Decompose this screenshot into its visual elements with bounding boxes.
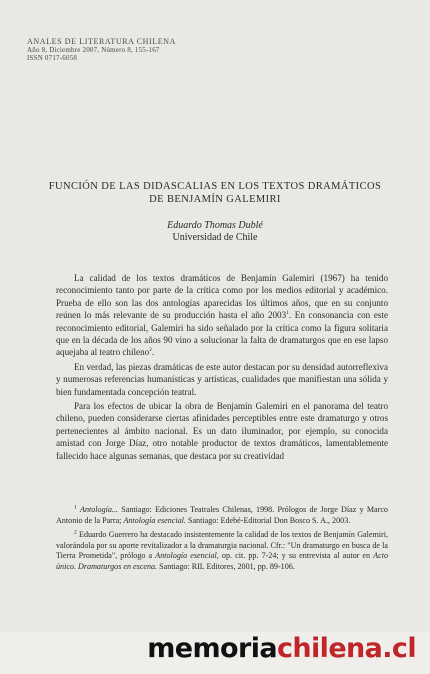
- footnote-mark-1: 1: [74, 504, 77, 511]
- journal-issn: ISSN 0717-6058: [27, 54, 78, 62]
- footnote-text: Santiago: Ediciones Teatrales Chilenas, 1998. Prólogos de Jorge Díaz y Marco Antonio de la Parra;: [56, 505, 388, 525]
- footnote-2: [56, 530, 388, 572]
- footnote-ref-2[interactable]: 2: [149, 347, 152, 354]
- footnote-text: Santiago: RIL Editores, 2001, pp. 89-106.: [157, 561, 295, 571]
- author-affiliation: Universidad de Chile: [172, 232, 258, 243]
- footnote-text: Eduardo Guerrero ha destacado insistentemente la calidad de los textos de Benjamín Galemiri, valorándola por su aporte revitalizador a la dramaturgia nacional. Cfr.: "Un dramaturgo en busca de la Tierra Prometida", prólogo a: [56, 530, 388, 561]
- memoriachilena-logo[interactable]: [147, 633, 416, 664]
- author-name: Eduardo Thomas Dublé: [167, 220, 263, 231]
- footnote-title: Antología esencial.: [123, 515, 186, 525]
- body-paragraph-1: [56, 272, 388, 359]
- footnote-title: Acto único. Dramaturgos en escena.: [56, 551, 388, 571]
- footnote-title: Antología esencial,: [155, 551, 219, 561]
- footnote-mark-2: 2: [74, 529, 77, 536]
- author-block: [20, 220, 410, 244]
- article-title-line-1: FUNCIÓN DE LAS DIDASCALIAS EN LOS TEXTOS DRAMÁTICOS: [48, 181, 382, 192]
- article-title: [20, 180, 410, 206]
- article-title-line-2: DE BENJAMÍN GALEMIRI: [149, 194, 281, 205]
- body-paragraph-2: En verdad, las piezas dramáticas de este autor destacan por su densidad autorreflexiva y numerosas referencias humanísticas y artísticas, cualidades que manifiestan una sólida y bien fundamentada concepción teatral.: [56, 361, 388, 397]
- footnote-1: [56, 505, 388, 526]
- journal-issue: Año 8, Diciembre 2007, Número 8, 155-167: [27, 46, 160, 54]
- body-paragraph-3: Para los efectos de ubicar la obra de Benjamín Galemiri en el panorama del teatro chileno, pueden considerarse ciertas afinidades perceptibles entre este dramaturgo y otros pertenecientes al ámbito nacional. Es un dato iluminador, por ejemplo, su conocida amistad con Jorge Díaz, otro notable productor de textos dramáticos, lamentablemente fallecido hace algunas semanas, que destaca por su creatividad: [56, 401, 388, 461]
- footnotes: [56, 505, 388, 577]
- logo-text-part-2: chilena.cl: [276, 633, 416, 664]
- footnote-text: Santiago: Edebé-Editorial Don Bosco S. A., 2003.: [185, 515, 351, 525]
- journal-header: [27, 38, 176, 62]
- body-text: La calidad de los textos dramáticos de Benjamín Galemiri (1967) ha tenido reconocimiento tanto por parte de la crítica como por los medios editorial y académico. Prueba de ello son las dos antologías aparecidas los últimos años, que en su conjunto reúnen lo más relevante de su producción hasta el año 2003: [56, 273, 388, 321]
- footnote-text: op. cit. pp. 7-24; y su entrevista al autor en: [218, 551, 374, 561]
- footnote-ref-1[interactable]: 1: [286, 310, 289, 317]
- journal-name: ANALES DE LITERATURA CHILENA: [27, 37, 177, 46]
- footnote-title: Antología...: [80, 505, 118, 514]
- body-text: . En consonancia con este reconocimiento editorial, Galemiri ha sido señalado por la crítica como la figura solitaria que en la década de los años 90 vino a solucionar la falta de dramaturgos que en ese lapso aquejaba al teatro chileno: [56, 310, 388, 358]
- body-text: .: [151, 347, 155, 358]
- watermark-banner: [0, 632, 430, 674]
- article-body: [56, 272, 388, 464]
- logo-text-part-1: memoria: [147, 633, 277, 664]
